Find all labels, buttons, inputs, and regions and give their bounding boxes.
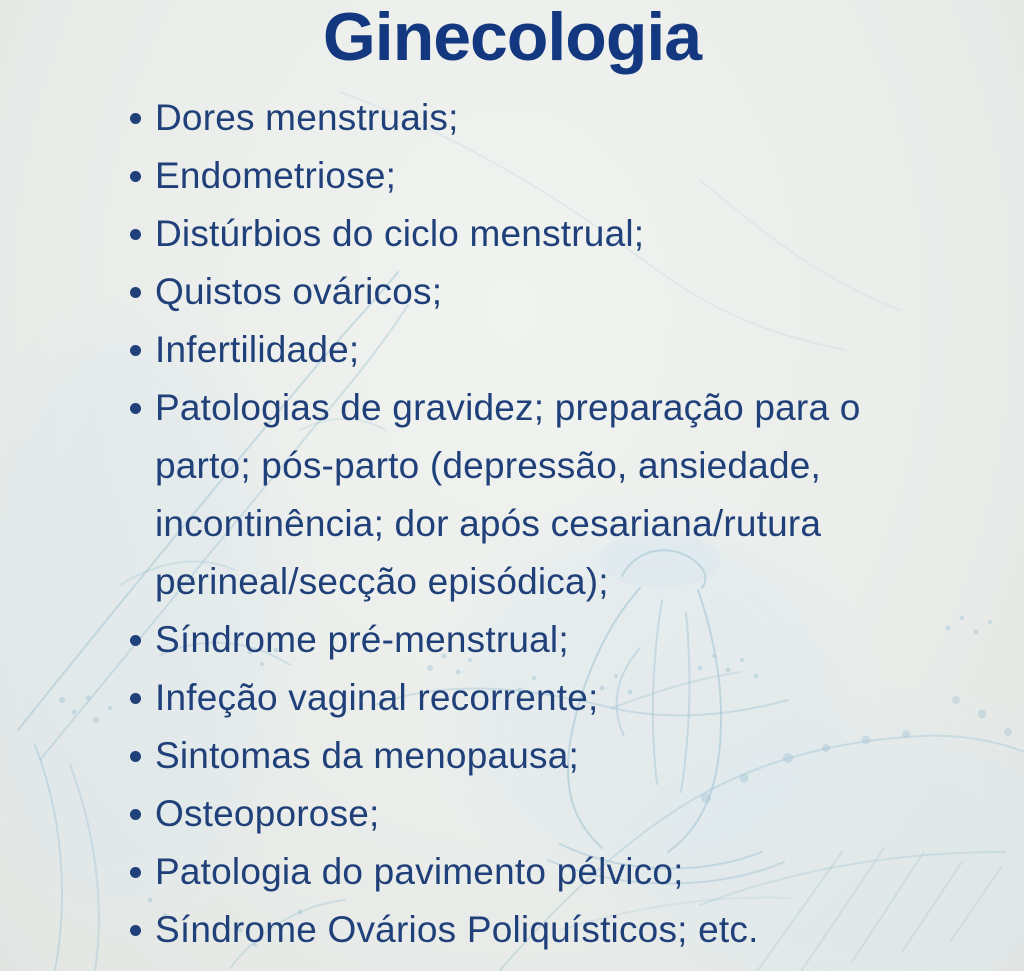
- list-item-text: Distúrbios do ciclo menstrual;: [155, 213, 645, 254]
- bullet-icon: [130, 403, 141, 414]
- bullet-icon: [130, 809, 141, 820]
- bullet-icon: [130, 751, 141, 762]
- list-item: [130, 843, 925, 901]
- list-item-text: Osteoporose;: [155, 793, 380, 834]
- list-item-text: Endometriose;: [155, 155, 397, 196]
- bullet-icon: [130, 345, 141, 356]
- list-item-text: Patologia do pavimento pélvico;: [155, 851, 684, 892]
- list-item-text: Patologias de gravidez; preparação para o parto; pós-parto (depressão, ansiedade, incontinência; dor após cesariana/rutura perineal/secção episódica);: [155, 387, 861, 602]
- bullet-icon: [130, 867, 141, 878]
- list-item: [130, 321, 925, 379]
- list-item: [130, 89, 925, 147]
- list-item: [130, 727, 925, 785]
- list-item-text: Quistos ováricos;: [155, 271, 443, 312]
- list-item-text: Infeção vaginal recorrente;: [155, 677, 599, 718]
- bullet-icon: [130, 229, 141, 240]
- list-item: [130, 147, 925, 205]
- bullet-icon: [130, 925, 141, 936]
- page-title: Ginecologia: [322, 0, 702, 75]
- list-item-text: Síndrome Ovários Poliquísticos; etc.: [155, 909, 759, 950]
- list-item: [130, 205, 925, 263]
- list-item: [130, 785, 925, 843]
- list-item-text: Infertilidade;: [155, 329, 360, 370]
- list-item-text: Dores menstruais;: [155, 97, 459, 138]
- list-item-text: Síndrome pré-menstrual;: [155, 619, 569, 660]
- bullet-icon: [130, 171, 141, 182]
- conditions-list: [130, 89, 925, 959]
- list-item: [130, 669, 925, 727]
- list-item: [130, 379, 925, 611]
- bullet-icon: [130, 113, 141, 124]
- list-item-text: Sintomas da menopausa;: [155, 735, 579, 776]
- list-item: [130, 263, 925, 321]
- list-item: [130, 901, 925, 959]
- bullet-icon: [130, 635, 141, 646]
- bullet-icon: [130, 693, 141, 704]
- list-item: [130, 611, 925, 669]
- bullet-icon: [130, 287, 141, 298]
